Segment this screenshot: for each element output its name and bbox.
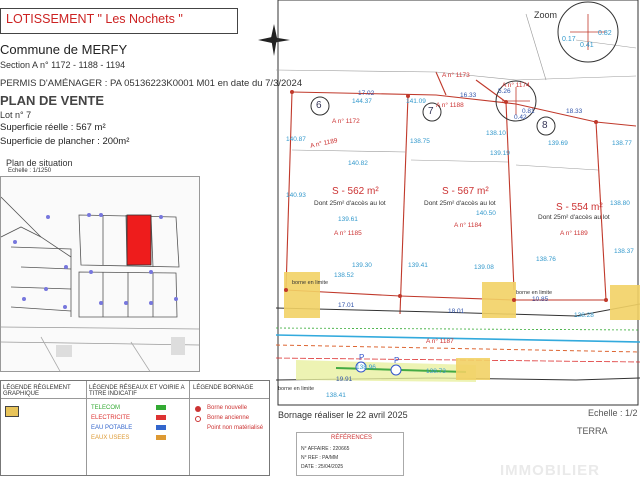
- parcel-label: A n° 1188: [436, 102, 464, 109]
- lot-access-8: Dont 25m² d'accès au lot: [538, 214, 610, 221]
- document-title: LOTISSEMENT " Les Nochets ": [6, 12, 183, 26]
- legend-item-eau-potable: EAU POTABLE: [91, 425, 133, 431]
- legend-col2-title: LÉGENDE RÉSEAUX ET VOIRIE A TITRE INDICATIF: [89, 385, 185, 397]
- superficie: Superficie réelle : 567 m²: [0, 122, 106, 133]
- elevation: 138.52: [334, 272, 354, 279]
- elevation: 139.30: [352, 262, 372, 269]
- elevation: 138.76: [536, 256, 556, 263]
- legend-bornage-2: Borne ancienne: [207, 415, 250, 421]
- borne-label: borne en limite: [278, 386, 315, 392]
- reference-row: N° AFFAIRE : 220665: [301, 446, 350, 452]
- parcel-label: A n° 1173: [442, 72, 470, 79]
- lot-surface-7: S - 567 m²: [442, 186, 489, 197]
- lot-number-6: 6: [316, 100, 322, 111]
- parcel-label: A n° 1187: [426, 338, 454, 345]
- eaux-usees-swatch: [156, 435, 166, 440]
- dimension: 19.91: [336, 376, 353, 383]
- lot-number: Lot n° 7: [0, 110, 32, 120]
- legend-item-telecom: TELECOM: [91, 405, 121, 411]
- commune-name: Commune de MERFY: [0, 42, 128, 57]
- elevation: 138.80: [610, 200, 630, 207]
- legend-item-eaux-usees: EAUX USEES: [91, 435, 130, 441]
- elevation: 140.50: [476, 210, 496, 217]
- eau-potable-swatch: [156, 425, 166, 430]
- elevation: 139.69: [548, 140, 568, 147]
- situation-title: Plan de situation: [6, 158, 73, 168]
- electricite-swatch: [156, 415, 166, 420]
- elevation: 139.19: [490, 150, 510, 157]
- lot-surface-8: S - 554 m²: [556, 202, 603, 213]
- elevation: 138.37: [614, 248, 634, 255]
- svg-text:P: P: [394, 356, 400, 365]
- telecom-swatch: [156, 405, 166, 410]
- parcel-label: A n° 1174: [502, 82, 530, 89]
- lot-surface-6: S - 562 m²: [332, 186, 379, 197]
- legend-col3-title: LÉGENDE BORNAGE: [193, 385, 254, 391]
- elevation: 138.28: [574, 312, 594, 319]
- elevation: 138.77: [612, 140, 632, 147]
- elevation: 140.82: [348, 160, 368, 167]
- parcel-label: A n° 1189: [309, 137, 339, 150]
- lot-parcel-7: A n° 1184: [454, 222, 482, 229]
- elevation: 138.41: [326, 392, 346, 399]
- dimension: 18.33: [566, 108, 583, 115]
- elevation: 140.87: [286, 136, 306, 143]
- borne-label: borne en limite: [516, 290, 553, 296]
- permis-line: PERMIS D'AMÉNAGER : PA 05136223K0001 M01 en date du 7/3/2024: [0, 78, 303, 89]
- legend-divider: [1, 398, 269, 399]
- dimension: 16.33: [460, 92, 477, 99]
- lot-parcel-8: A n° 1189: [560, 230, 588, 237]
- elevation: 139.41: [408, 262, 428, 269]
- plancher: Superficie de plancher : 200m²: [0, 136, 130, 147]
- zoom-value: 0.17: [562, 36, 576, 43]
- lot-parcel-6: A n° 1185: [334, 230, 362, 237]
- bornage-date: Bornage réaliser le 22 avril 2025: [278, 410, 408, 420]
- zoom-value: 0.41: [580, 42, 594, 49]
- legend-col1-title: LÉGENDE RÈGLEMENT GRAPHIQUE: [3, 385, 71, 397]
- dimension: 17.02: [358, 90, 375, 97]
- borne-label: borne en limite: [292, 280, 329, 286]
- borne-icon: [195, 406, 201, 412]
- legend-bornage-1: Borne nouvelle: [207, 405, 248, 411]
- elevation: 140.93: [286, 192, 306, 199]
- dimension: 17.01: [338, 302, 355, 309]
- dimension: 0.81: [522, 108, 535, 115]
- zoom-title: Zoom: [534, 10, 558, 20]
- elevation: 139.08: [474, 264, 494, 271]
- elevation: 139.61: [338, 216, 358, 223]
- legend-panel: [0, 380, 270, 476]
- lot-access-6: Dont 25m² d'accès au lot: [314, 200, 386, 207]
- legend-item-electricite: ELECTRICITE: [91, 415, 131, 421]
- elevation: 138.75: [410, 138, 430, 145]
- dimension: 10.85: [532, 296, 549, 303]
- cadastral-plan: [276, 0, 640, 480]
- scale: Echelle : 1/2: [588, 408, 638, 418]
- references-box: [296, 432, 404, 476]
- dimension: 5.26: [498, 88, 511, 95]
- zone-swatch: [5, 406, 19, 417]
- elevation: 141.09: [406, 98, 426, 105]
- parcel-label: A n° 1172: [332, 118, 360, 125]
- zoom-value: 0.82: [598, 30, 612, 37]
- situation-map: [0, 176, 200, 372]
- svg-text:P: P: [359, 353, 365, 362]
- dimension: 18.01: [448, 308, 465, 315]
- references-title: RÉFÉRENCES: [331, 435, 373, 441]
- watermark: IMMOBILIER: [500, 462, 600, 479]
- elevation: 138.96: [356, 364, 376, 371]
- plan-title: PLAN DE VENTE: [0, 93, 105, 108]
- elevation: 144.37: [352, 98, 372, 105]
- lot-access-7: Dont 25m² d'accès au lot: [424, 200, 496, 207]
- legend-divider: [189, 381, 190, 475]
- lot-number-7: 7: [428, 106, 434, 117]
- elevation: 138.10: [486, 130, 506, 137]
- elevation: 138.73: [426, 368, 446, 375]
- situation-scale: Echelle : 1/1250: [8, 168, 52, 174]
- reference-row: N° REF : PA/MM: [301, 455, 339, 461]
- terra-logo: TERRA: [577, 426, 608, 436]
- reference-row: DATE : 25/04/2025: [301, 464, 344, 470]
- legend-bornage-3: Point non matérialisé: [207, 425, 264, 431]
- section-line: Section A n° 1172 - 1188 - 1194: [0, 60, 126, 70]
- dimension: 0.42: [514, 114, 527, 121]
- legend-divider: [86, 381, 87, 475]
- borne-ancienne-icon: [195, 416, 201, 422]
- lot-number-8: 8: [542, 120, 548, 131]
